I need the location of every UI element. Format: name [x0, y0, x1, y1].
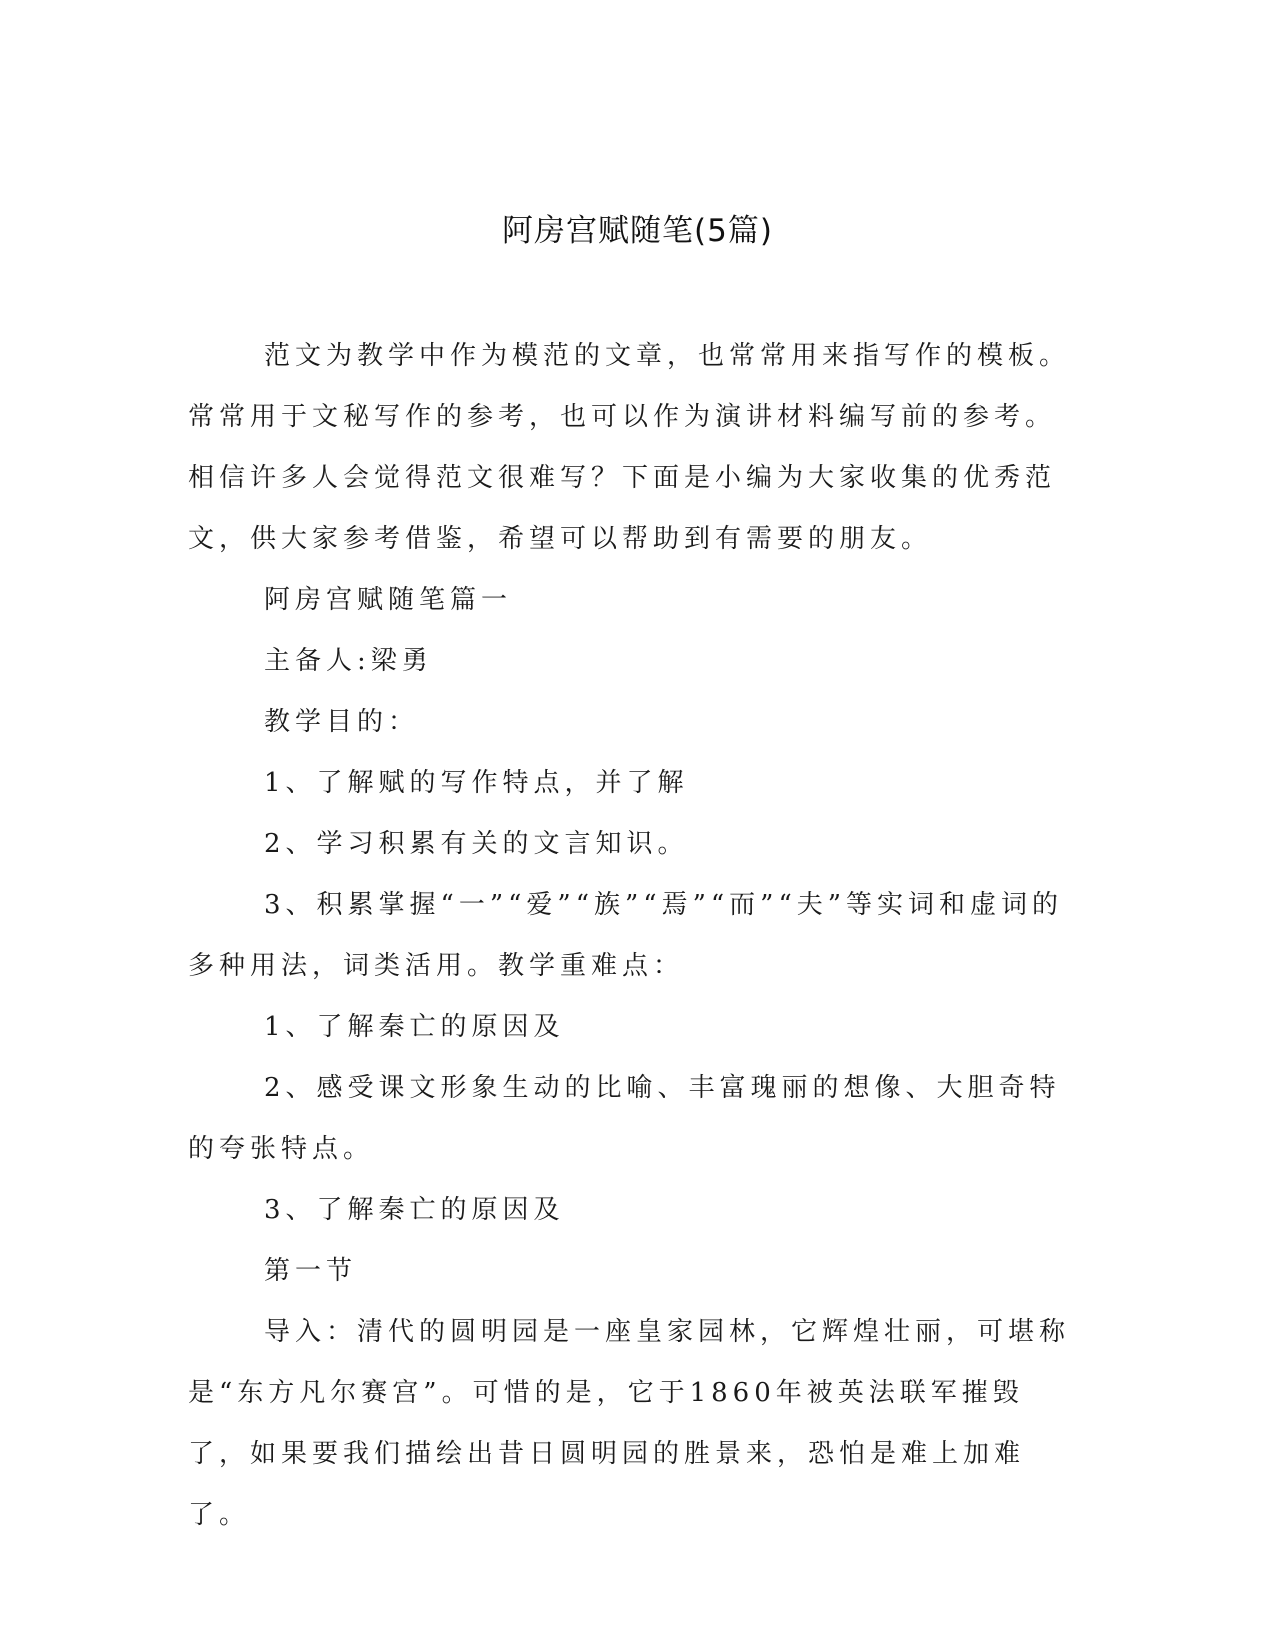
objective-item: 1、了解赋的写作特点，并了解	[264, 768, 689, 798]
difficulty-item: 2、感受课文形象生动的比喻、丰富瑰丽的想像、大胆奇特的夸张特点。	[188, 1073, 1061, 1164]
document-body	[188, 326, 1080, 1546]
section-heading: 阿房宫赋随笔篇一	[264, 585, 513, 615]
objective-item: 3、积累掌握“一”“爱”“族”“焉”“而”“夫”等实词和虚词的多种用法，词类活用。教学重难点：	[188, 890, 1064, 981]
objectives-heading: 教学目的：	[264, 707, 420, 737]
objective-item: 2、学习积累有关的文言知识。	[264, 829, 689, 859]
difficulty-item: 3、了解秦亡的原因及	[264, 1195, 565, 1225]
intro-paragraph: 范文为教学中作为模范的文章，也常常用来指写作的模板。常常用于文秘写作的参考，也可以作为演讲材料编写前的参考。相信许多人会觉得范文很难写？下面是小编为大家收集的优秀范文，供大家参考借鉴，希望可以帮助到有需要的朋友。	[188, 341, 1071, 554]
document-title: 阿房宫赋随笔(5篇)	[502, 213, 773, 249]
lesson-heading: 第一节	[264, 1256, 358, 1286]
lesson-paragraph: 导入：清代的圆明园是一座皇家园林，它辉煌壮丽，可堪称是“东方凡尔赛宫”。可惜的是，它于1860年被英法联军摧毁了，如果要我们描绘出昔日圆明园的胜景来，恐怕是难上加难了。	[188, 1317, 1071, 1530]
difficulty-item: 1、了解秦亡的原因及	[264, 1012, 565, 1042]
author-line: 主备人:梁勇	[264, 646, 433, 676]
